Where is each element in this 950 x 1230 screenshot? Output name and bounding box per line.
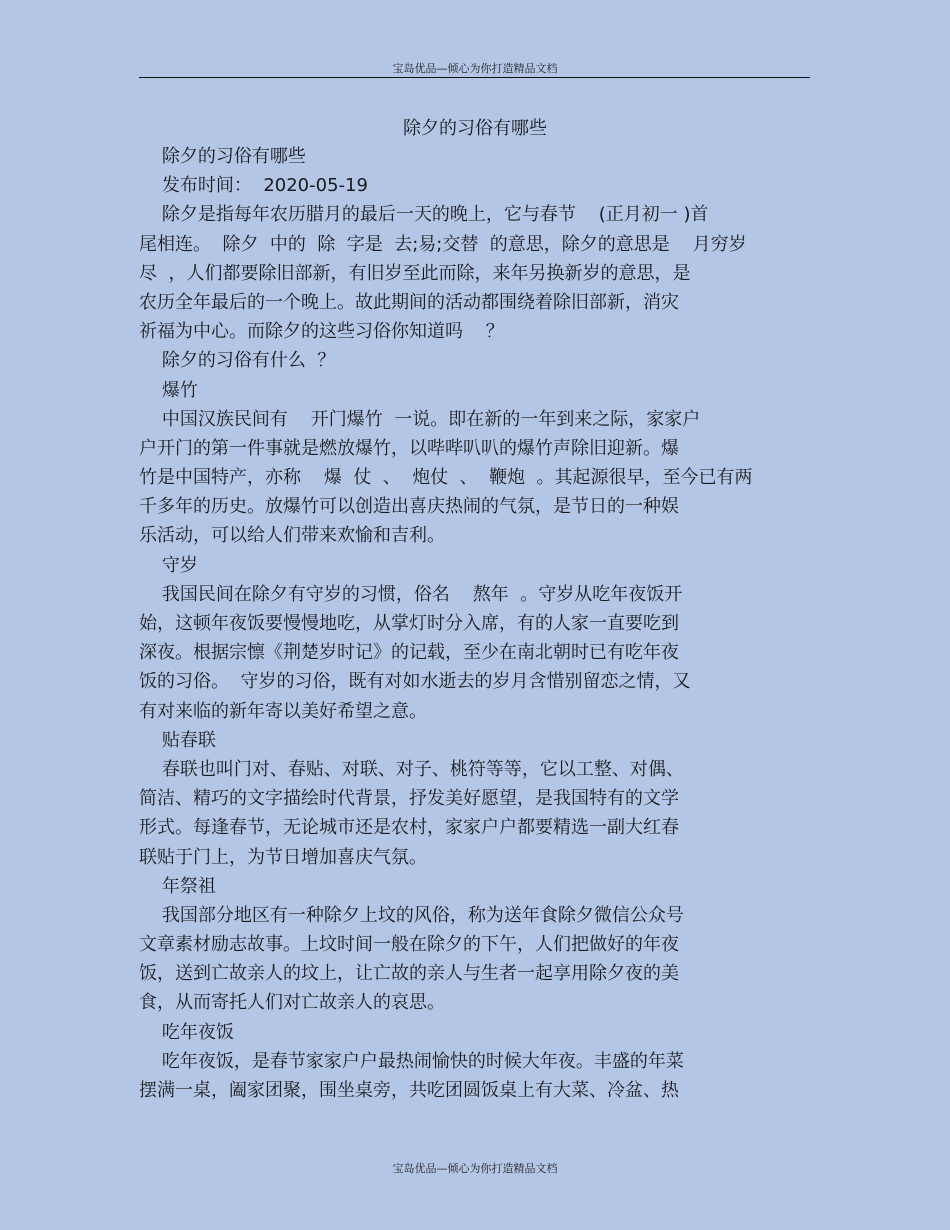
text-line: 尾相连。 除夕 中的 除 字是 去;易;交替 的意思，除夕的意思是 月穷岁 <box>139 233 747 255</box>
text-line: 吃年夜饭，是春节家家户户最热闹愉快的时候大年夜。丰盛的年菜 <box>139 1050 684 1072</box>
text-line: 年祭祖 <box>139 875 216 897</box>
text-line: 有对来临的新年寄以美好希望之意。 <box>139 700 427 722</box>
text-line: 饭，送到亡故亲人的坟上，让亡故的亲人与生者一起享用除夕夜的美 <box>139 963 679 985</box>
text-line: 发布时间： 2020-05-19 <box>139 175 368 197</box>
text-line: 除夕的习俗有哪些 <box>139 146 306 167</box>
text-line: 千多年的历史。放爆竹可以创造出喜庆热闹的气氛，是节日的一种娱 <box>139 496 679 518</box>
text-line: 我国民间在除夕有守岁的习惯，俗名 熬年 。守岁从吃年夜饭开 <box>139 583 683 605</box>
page-header: 宝岛优品—倾心为你打造精品文档 <box>392 62 558 75</box>
text-line: 乐活动，可以给人们带来欢愉和吉利。 <box>139 525 445 547</box>
text-line: 中国汉族民间有 开门爆竹 一说。即在新的一年到来之际，家家户 <box>139 408 701 430</box>
text-line: 深夜。根据宗懔《荆楚岁时记》的记载，至少在南北朝时已有吃年夜 <box>139 642 679 664</box>
text-line: 除夕的习俗有什么 ？ <box>139 350 336 372</box>
text-line: 联贴于门上，为节日增加喜庆气氛。 <box>139 846 427 868</box>
text-line: 守岁 <box>139 554 198 576</box>
text-line: 竹是中国特产，亦称 爆 仗 、 炮仗 、 鞭炮 。其起源很早，至今已有两 <box>139 467 753 489</box>
text-line: 祈福为中心。而除夕的这些习俗你知道吗 ？ <box>139 321 504 343</box>
text-line: 农历全年最后的一个晚上。故此期间的活动都围绕着除旧部新，消灾 <box>139 291 679 313</box>
header-divider <box>139 77 810 78</box>
text-line: 春联也叫门对、春贴、对联、对子、桃符等等，它以工整、对偶、 <box>139 758 684 780</box>
document-body <box>139 142 811 1105</box>
text-line: 爆竹 <box>139 379 198 401</box>
text-line: 吃年夜饭 <box>139 1021 234 1043</box>
text-line: 户开门的第一件事就是燃放爆竹，以哔哔叭叭的爆竹声除旧迎新。爆 <box>139 437 679 459</box>
text-line: 贴春联 <box>139 729 216 751</box>
text-line: 简洁、精巧的文字描绘时代背景，抒发美好愿望，是我国特有的文学 <box>139 788 679 810</box>
document-title: 除夕的习俗有哪些 <box>403 118 547 139</box>
text-line: 尽 ，人们都要除旧部新，有旧岁至此而除，来年另换新岁的意思，是 <box>139 262 691 284</box>
text-line: 摆满一桌，阖家团聚，围坐桌旁，共吃团圆饭桌上有大菜、冷盆、热 <box>139 1080 679 1101</box>
text-line: 文章素材励志故事。上坟时间一般在除夕的下午，人们把做好的年夜 <box>139 934 679 956</box>
text-line: 我国部分地区有一种除夕上坟的风俗，称为送年食除夕微信公众号 <box>139 904 684 926</box>
text-line: 除夕是指每年农历腊月的最后一天的晚上，它与春节 (正月初一 )首 <box>139 204 709 226</box>
text-line: 饭的习俗。 守岁的习俗，既有对如水逝去的岁月含惜别留恋之情，又 <box>139 671 691 693</box>
text-line: 始，这顿年夜饭要慢慢地吃，从掌灯时分入席，有的人家一直要吃到 <box>139 613 679 634</box>
text-line: 形式。每逢春节，无论城市还是农村，家家户户都要精选一副大红春 <box>139 817 679 839</box>
text-line: 食，从而寄托人们对亡故亲人的哀思。 <box>139 992 445 1014</box>
page-footer: 宝岛优品—倾心为你打造精品文档 <box>392 1162 558 1175</box>
